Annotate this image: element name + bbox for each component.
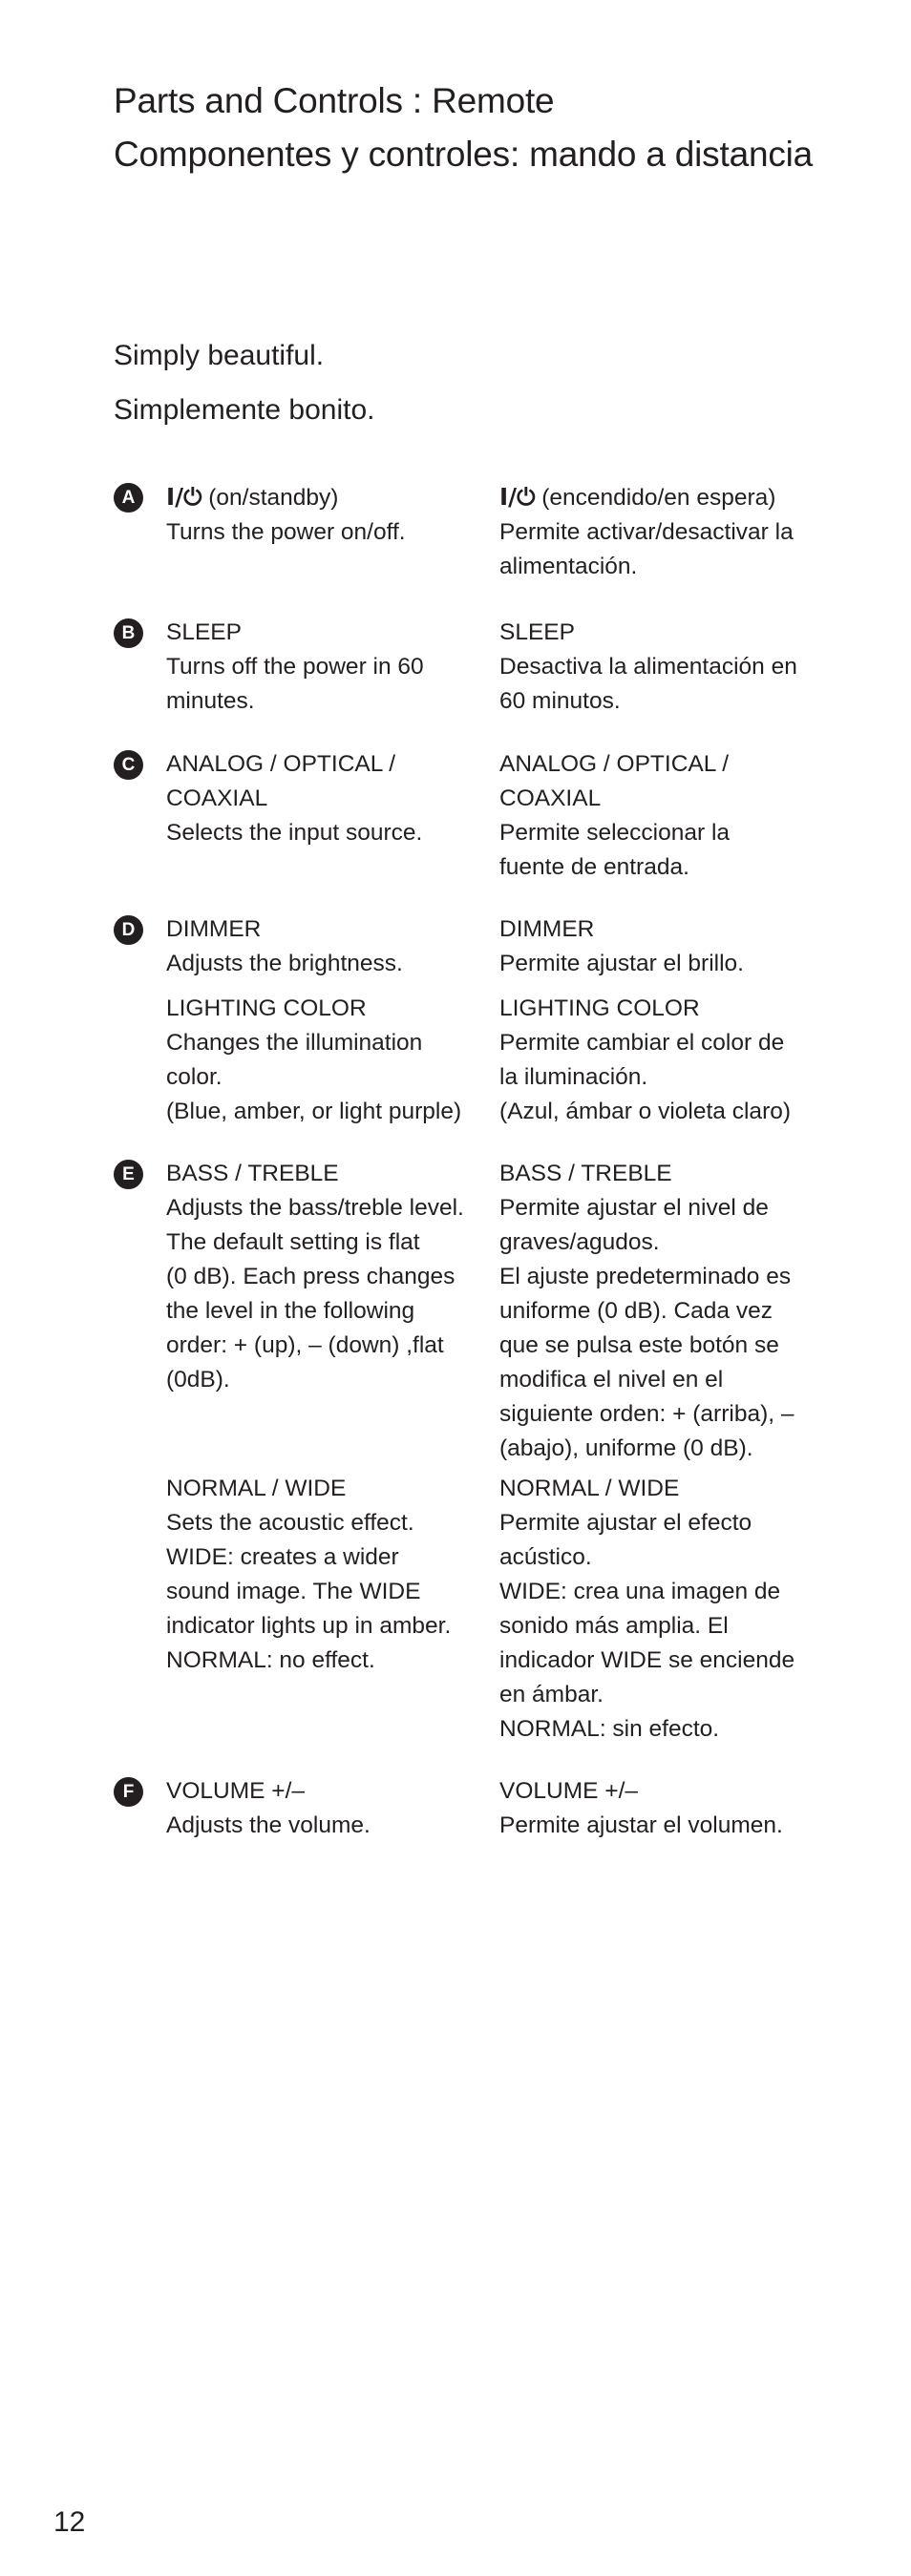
page-title-en: Parts and Controls : Remote bbox=[114, 81, 555, 120]
section-e-wide-es: NORMAL / WIDE Permite ajustar el efecto acústico. WIDE: crea una imagen de sonido más amplia. El indicador WIDE se enciende en ámbar. NORMAL: sin efecto. bbox=[499, 1476, 795, 1742]
badge-a: A bbox=[114, 483, 143, 513]
section-a-es-desc: Permite activar/desactivar la alimentación. bbox=[499, 519, 794, 579]
section-c-es: ANALOG / OPTICAL / COAXIAL Permite seleccionar la fuente de entrada. bbox=[499, 751, 731, 880]
section-b-en: SLEEP Turns off the power in 60 minutes. bbox=[166, 619, 424, 714]
section-f-en: VOLUME +/– Adjusts the volume. bbox=[166, 1778, 371, 1838]
tagline-en: Simply beautiful. bbox=[114, 340, 325, 371]
power-standby-icon: I/⏻ bbox=[499, 483, 536, 511]
page-title-es: Componentes y controles: mando a distancia bbox=[114, 135, 814, 174]
section-e-wide-en: NORMAL / WIDE Sets the acoustic effect. WIDE: creates a wider sound image. The WIDE indicator lights up in amber. NORMAL: no effect. bbox=[166, 1476, 452, 1673]
section-d-dimmer-en: DIMMER Adjusts the brightness. bbox=[166, 916, 403, 976]
badge-d: D bbox=[114, 915, 143, 945]
section-e-bass-es: BASS / TREBLE Permite ajustar el nivel de graves/agudos. El ajuste predeterminado es uniforme (0 dB). Cada vez que se pulsa este botón se modifica el nivel en el siguiente orden: + (arriba), – (abajo), uniforme (0 dB). bbox=[499, 1161, 794, 1461]
badge-e: E bbox=[114, 1160, 143, 1189]
section-d-lighting-es: LIGHTING COLOR Permite cambiar el color de la iluminación. (Azul, ámbar o violeta claro) bbox=[499, 995, 792, 1124]
badge-f: F bbox=[114, 1777, 143, 1807]
badge-b: B bbox=[114, 618, 143, 648]
section-c-en: ANALOG / OPTICAL / COAXIAL Selects the input source. bbox=[166, 751, 423, 846]
section-f-es: VOLUME +/– Permite ajustar el volumen. bbox=[499, 1778, 783, 1838]
section-d-lighting-en: LIGHTING COLOR Changes the illumination color. (Blue, amber, or light purple) bbox=[166, 995, 462, 1124]
section-a-es-label: (encendido/en espera) bbox=[535, 485, 776, 511]
tagline-es: Simplemente bonito. bbox=[114, 394, 375, 426]
power-standby-icon: I/⏻ bbox=[166, 483, 202, 511]
section-a-en-label: (on/standby) bbox=[201, 485, 339, 511]
section-d-dimmer-es: DIMMER Permite ajustar el brillo. bbox=[499, 916, 744, 976]
section-e-bass-en: BASS / TREBLE Adjusts the bass/treble level. The default setting is flat (0 dB). Each press changes the level in the following order: + (up), – (down) ,flat (0dB). bbox=[166, 1161, 464, 1393]
badge-c: C bbox=[114, 750, 143, 780]
section-a-en bbox=[166, 480, 481, 550]
page-number: 12 bbox=[53, 2506, 86, 2538]
section-a-en-desc: Turns the power on/off. bbox=[166, 519, 406, 545]
section-a-es bbox=[499, 480, 829, 584]
section-b-es: SLEEP Desactiva la alimentación en 60 minutos. bbox=[499, 619, 797, 714]
